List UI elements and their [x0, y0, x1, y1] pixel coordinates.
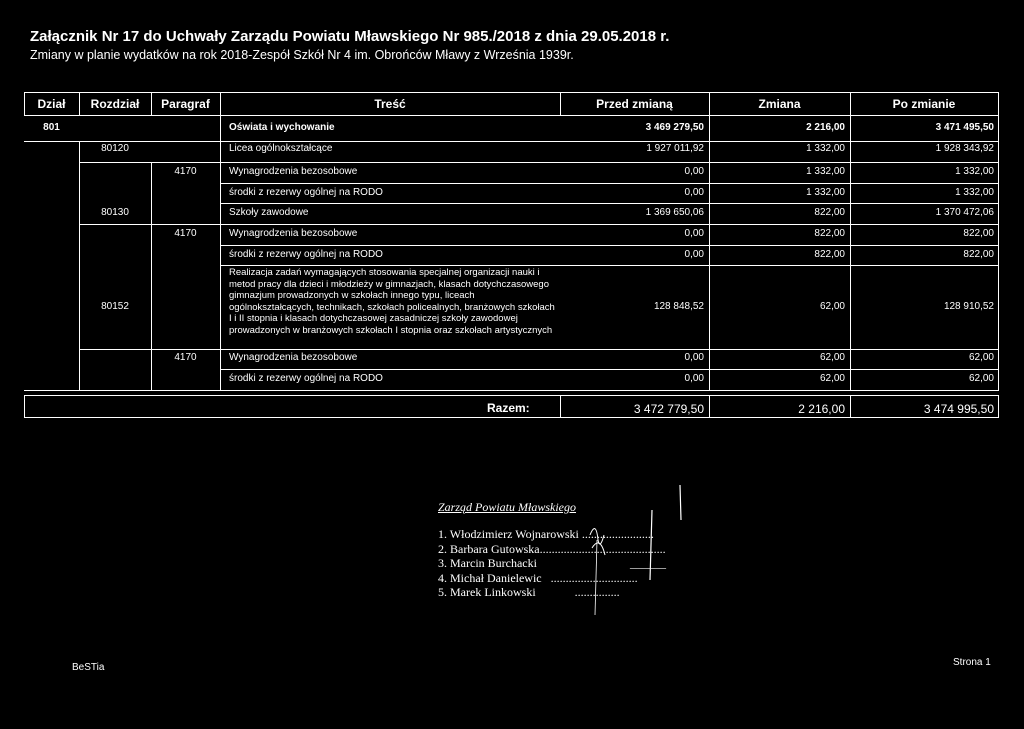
total-border-left — [24, 395, 25, 418]
col-header-paragraf: Paragraf — [161, 97, 210, 111]
cell-przed: 0,00 — [684, 249, 704, 260]
cell-zmiana: 62,00 — [819, 352, 845, 363]
cell-po: 822,00 — [963, 249, 994, 260]
cell-zmiana: 1 332,00 — [806, 166, 845, 177]
row-divider — [79, 349, 999, 350]
cell-rozdzial: 80130 — [101, 207, 129, 218]
cell-po: 1 332,00 — [955, 166, 994, 177]
cell-po: 1 370 472,06 — [935, 207, 994, 218]
cell-paragraf: 4170 — [174, 166, 197, 177]
board-member: 4. Michał Danielewic — [438, 570, 542, 585]
cell-po: 62,00 — [968, 352, 994, 363]
cell-zmiana: 822,00 — [814, 249, 845, 260]
col-header-po: Po zmianie — [892, 97, 956, 111]
cell-po: 1 928 343,92 — [935, 143, 994, 154]
board-member: 5. Marek Linkowski — [438, 585, 536, 599]
col-header-przed: Przed zmianą — [596, 97, 673, 111]
cell-tresc-long: Realizacja zadań wymagających stosowania specjalnej organizacji nauki i metod pracy dla dzieci i młodzieży w gimnazjach, klasach dotychczasowego gimnazjum prowadzonych w szkołach innego typu, liceach ogólnokształcących, technikach, szkołach policealnych, branżowych szkołach I i II stopnia i klasach dotychczasowej zasadniczej szkoły zawodowej prowadzonych w branżowych szkołach I stopnia oraz szkołach artystycznych — [229, 267, 555, 336]
row-divider — [79, 224, 999, 225]
table-border-bottom — [24, 390, 999, 391]
total-border-right — [998, 395, 999, 418]
col-header-tresc: Treść — [374, 97, 406, 111]
cell-zmiana: 1 332,00 — [806, 143, 845, 154]
cell-paragraf: 4170 — [174, 228, 197, 239]
board-member: 3. Marcin Burchacki — [438, 556, 537, 570]
cell-przed: 0,00 — [684, 352, 704, 363]
row-divider — [220, 369, 999, 370]
cell-tresc: Szkoły zawodowe — [229, 207, 309, 218]
signature-block: Zarząd Powiatu Mławskiego 1. Włodzimierz Wojnarowski ........................ 2. Barbara Gutowska.......................................... 3. Marcin Burchacki ______ 4. Michał Danielewic ............................. 5. Marek Linkowski ............... — [438, 500, 666, 599]
cell-tresc: środki z rezerwy ogólnej na RODO — [229, 187, 383, 198]
col-header-dzial: Dział — [37, 97, 66, 111]
cell-przed: 0,00 — [684, 166, 704, 177]
cell-rozdzial: 80152 — [101, 301, 129, 312]
cell-tresc: środki z rezerwy ogólnej na RODO — [229, 373, 383, 384]
cell-po: 62,00 — [968, 373, 994, 384]
col-divider — [79, 141, 80, 390]
cell-przed: 0,00 — [684, 187, 704, 198]
table-border-right — [998, 92, 999, 390]
handwritten-signature — [540, 480, 700, 620]
cell-tresc: Wynagrodzenia bezosobowe — [229, 166, 358, 177]
cell-rozdzial: 80120 — [101, 143, 129, 154]
table-header-bottom — [24, 115, 999, 116]
board-member: 2. Barbara Gutowska — [438, 541, 540, 556]
footer-left: BeSTia — [72, 662, 105, 673]
cell-zmiana: 2 216,00 — [806, 122, 845, 133]
page-number: Strona 1 — [953, 657, 991, 668]
row-divider — [24, 141, 999, 142]
document-subtitle: Zmiany w planie wydatków na rok 2018-Zespół Szkół Nr 4 im. Obrońców Mławy z Września 1939r. — [30, 48, 574, 62]
document-title: Załącznik Nr 17 do Uchwały Zarządu Powiatu Mławskiego Nr 985./2018 z dnia 29.05.2018 r. — [30, 28, 670, 45]
cell-po: 822,00 — [963, 228, 994, 239]
row-divider — [79, 162, 999, 163]
cell-tresc: Oświata i wychowanie — [229, 122, 335, 133]
total-zmiana: 2 216,00 — [798, 402, 845, 416]
cell-tresc: Licea ogólnokształcące — [229, 143, 333, 154]
total-border-bottom — [24, 417, 999, 418]
board-member: 1. Włodzimierz Wojnarowski — [438, 527, 579, 541]
cell-zmiana: 822,00 — [814, 228, 845, 239]
cell-po: 1 332,00 — [955, 187, 994, 198]
cell-tresc: Wynagrodzenia bezosobowe — [229, 228, 358, 239]
total-border-top — [24, 395, 999, 396]
total-po: 3 474 995,50 — [923, 402, 994, 416]
col-header-zmiana: Zmiana — [758, 97, 801, 111]
cell-przed: 128 848,52 — [653, 301, 704, 312]
cell-przed: 0,00 — [684, 228, 704, 239]
cell-zmiana: 62,00 — [819, 301, 845, 312]
cell-przed: 1 369 650,06 — [645, 207, 704, 218]
cell-dzial: 801 — [43, 122, 60, 133]
cell-po: 3 471 495,50 — [935, 122, 994, 133]
cell-zmiana: 62,00 — [819, 373, 845, 384]
cell-po: 128 910,52 — [943, 301, 994, 312]
total-przed: 3 472 779,50 — [633, 402, 704, 416]
total-label: Razem: — [487, 401, 530, 415]
row-divider — [220, 265, 999, 266]
cell-zmiana: 822,00 — [814, 207, 845, 218]
cell-przed: 3 469 279,50 — [645, 122, 704, 133]
cell-paragraf: 4170 — [174, 352, 197, 363]
cell-przed: 1 927 011,92 — [646, 143, 704, 154]
cell-tresc: środki z rezerwy ogólnej na RODO — [229, 249, 383, 260]
col-header-rozdzial: Rozdział — [90, 97, 140, 111]
row-divider — [220, 183, 999, 184]
cell-tresc: Wynagrodzenia bezosobowe — [229, 352, 358, 363]
row-divider — [220, 203, 999, 204]
col-divider — [220, 115, 221, 390]
cell-zmiana: 1 332,00 — [806, 187, 845, 198]
row-divider — [220, 245, 999, 246]
cell-przed: 0,00 — [684, 373, 704, 384]
board-title: Zarząd Powiatu Mławskiego — [438, 500, 577, 514]
